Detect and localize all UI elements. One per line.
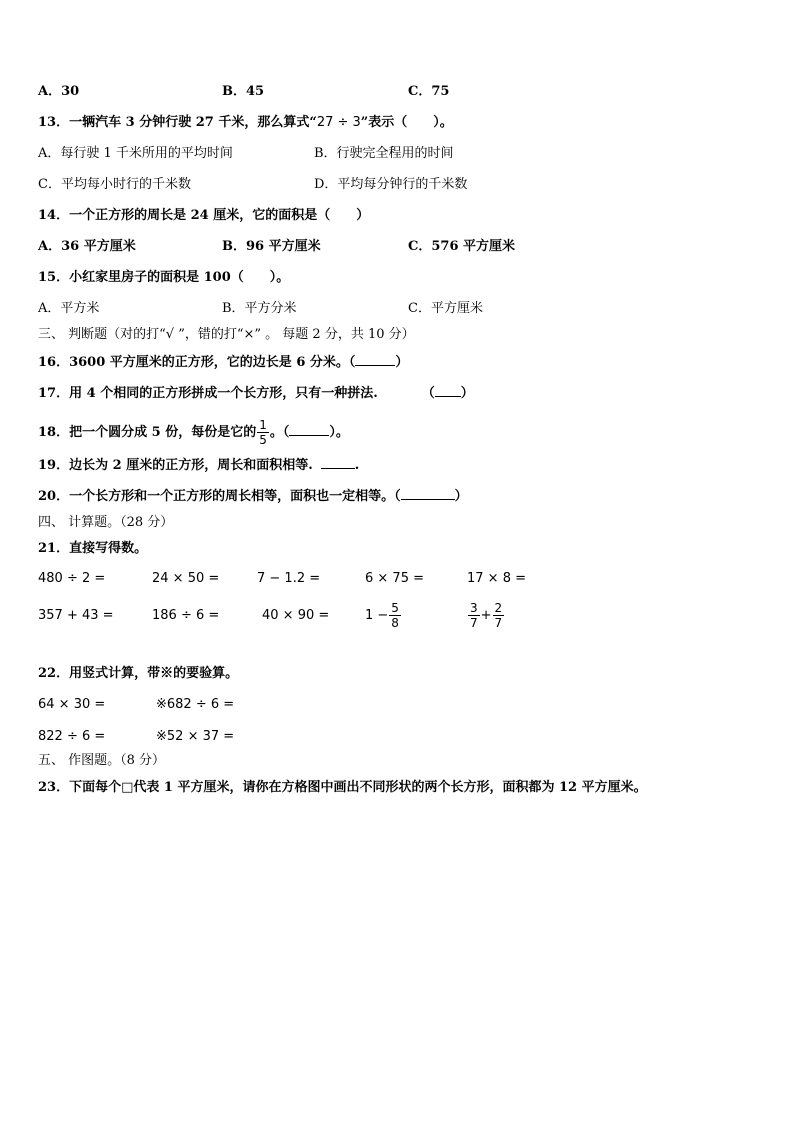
q21-item-10-numerator-b: 2: [494, 601, 503, 615]
q14-option-c: C．576 平方厘米: [408, 239, 516, 254]
q22-item-1: 64 × 30 =: [38, 697, 106, 712]
q15-option-b: B．平方分米: [222, 301, 297, 316]
q17: [38, 384, 474, 403]
q14-option-a: A．36 平方厘米: [38, 239, 136, 254]
q21-item-6: 357 + 43 =: [38, 608, 114, 623]
q16-answer-blank[interactable]: [355, 353, 395, 366]
section-3-heading: 三、 判断题（对的打“√ ”，错的打“×” 。 每题 2 分，共 10 分）: [38, 327, 415, 342]
q13-option-d: D．平均每分钟行的千米数: [314, 177, 468, 192]
q21-item-9-lead: 1 −: [365, 608, 389, 623]
q21-item-9: [365, 598, 402, 634]
q23-stem: 23．下面每个□代表 1 平方厘米，请你在方格图中画出不同形状的两个长方形，面积都为 12 平方厘米。: [38, 780, 647, 795]
section-4-heading: 四、 计算题。（28 分）: [38, 515, 174, 530]
q20: [38, 487, 468, 506]
q20-close: ）: [454, 489, 468, 504]
q13-option-a: A．每行驶 1 千米所用的平均时间: [38, 146, 233, 161]
q19-answer-blank[interactable]: [321, 456, 355, 469]
q21-item-1: 480 ÷ 2 =: [38, 571, 106, 586]
q22-item-4: ※52 × 37 =: [156, 729, 235, 744]
q18-close: ）。: [329, 425, 349, 440]
q18-fraction: [257, 418, 269, 447]
q17-open: （: [421, 386, 435, 401]
q21-item-5: 17 × 8 =: [467, 571, 526, 586]
q18-stem-b: 。（: [269, 425, 290, 440]
q21-item-10-operator: +: [480, 608, 492, 623]
q21-item-10-denominator-a: 7: [470, 616, 478, 630]
q13-stem-a: 13．一辆汽车 3 分钟行驶 27 千米，那么算式“: [38, 115, 317, 130]
q13-option-b: B．行驶完全程用的时间: [314, 146, 454, 161]
q14-option-b: B．96 平方厘米: [222, 239, 321, 254]
q20-stem: 20．一个长方形和一个正方形的周长相等，面积也一定相等。（: [38, 489, 401, 504]
q21-item-10: [467, 598, 505, 634]
q18-fraction-denominator: 5: [259, 433, 267, 447]
q21-stem: 21．直接写得数。: [38, 541, 148, 556]
q20-answer-blank[interactable]: [401, 487, 455, 500]
section-5-heading: 五、 作图题。（8 分）: [38, 753, 166, 768]
q21-item-8: 40 × 90 =: [262, 608, 330, 623]
q21-item-9-denominator: 8: [391, 616, 399, 630]
q13-stem-b: ”表示（ ）。: [360, 115, 453, 130]
q14-stem: 14．一个正方形的周长是 24 厘米，它的面积是（ ）: [38, 208, 370, 223]
q21-item-4: 6 × 75 =: [365, 571, 424, 586]
q21-item-10-fraction-a: [468, 601, 480, 630]
q21-item-7: 186 ÷ 6 =: [152, 608, 220, 623]
q21-item-10-denominator-b: 7: [494, 616, 503, 630]
q21-item-9-numerator: 5: [391, 601, 399, 615]
q12-option-b: B．45: [222, 84, 265, 99]
q17-answer-blank[interactable]: [435, 384, 461, 397]
q19-stem: 19．边长为 2 厘米的正方形，周长和面积相等.: [38, 458, 313, 473]
q22-item-3: 822 ÷ 6 =: [38, 729, 106, 744]
q16: [38, 353, 408, 372]
q21-item-3: 7 − 1.2 =: [257, 571, 321, 586]
q18-stem-a: 18．把一个圆分成 5 份，每份是它的: [38, 425, 257, 440]
q17-close: ）: [460, 386, 474, 401]
q18-answer-blank[interactable]: [289, 423, 329, 436]
q18: [38, 418, 349, 447]
q13-stem: [38, 114, 453, 132]
q12-option-c: C．75: [408, 84, 450, 99]
q15-option-a: A．平方米: [38, 301, 100, 316]
q17-stem: 17．用 4 个相同的正方形拼成一个长方形，只有一种拼法.: [38, 386, 378, 401]
q15-stem: 15．小红家里房子的面积是 100（ ）。: [38, 270, 290, 285]
q16-close: ）: [395, 355, 409, 370]
q13-expression: 27 ÷ 3: [316, 115, 361, 130]
q12-option-a: A．30: [38, 84, 80, 99]
q21-item-10-fraction-b: [493, 601, 505, 630]
q21-item-2: 24 × 50 =: [152, 571, 220, 586]
q22-stem: 22．用竖式计算，带※的要验算。: [38, 666, 239, 681]
q22-item-2: ※682 ÷ 6 =: [156, 697, 235, 712]
q21-item-9-fraction: [389, 601, 401, 630]
q13-option-c: C．平均每小时行的千米数: [38, 177, 191, 192]
q16-stem: 16．3600 平方厘米的正方形，它的边长是 6 分米。（: [38, 355, 356, 370]
q15-option-c: C．平方厘米: [408, 301, 483, 316]
q19: [38, 456, 359, 475]
q19-period: .: [354, 458, 360, 473]
q21-item-10-numerator-a: 3: [470, 601, 478, 615]
q18-fraction-numerator: 1: [259, 418, 267, 432]
